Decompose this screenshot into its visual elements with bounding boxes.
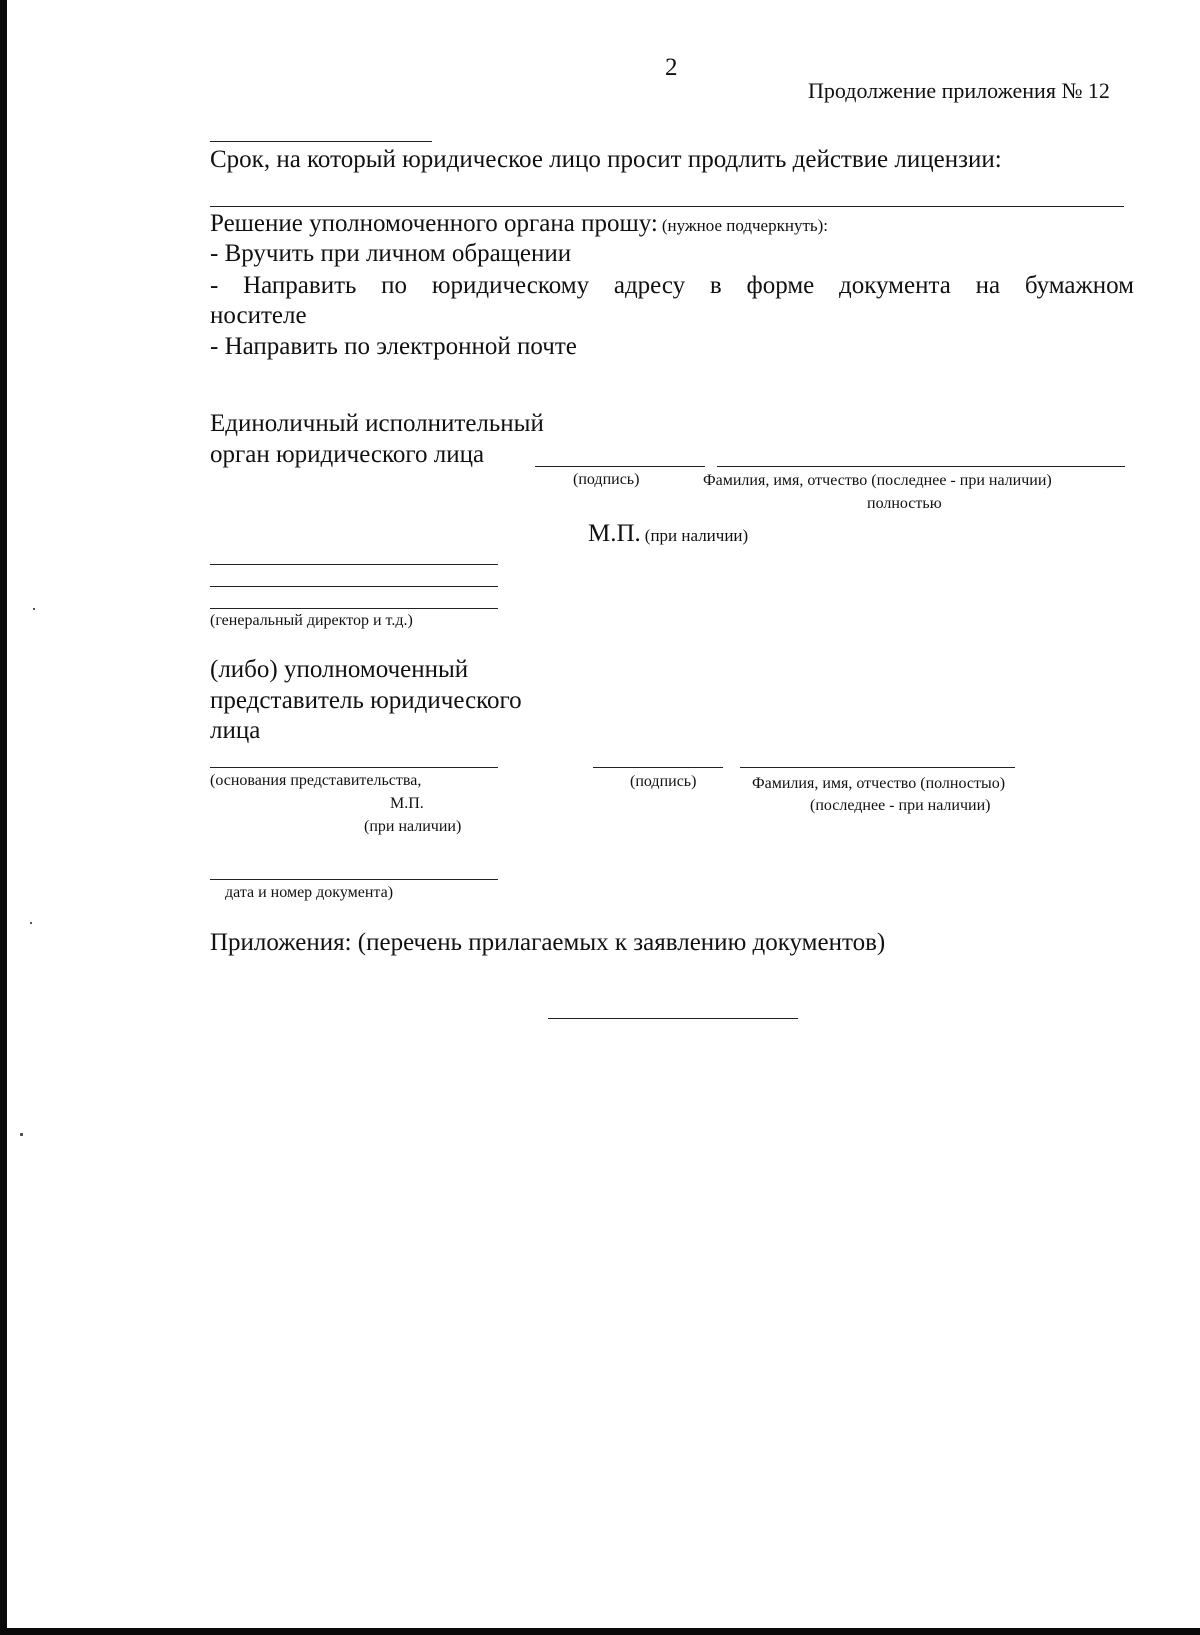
closing-rule <box>548 1018 798 1019</box>
decision-heading-row <box>210 210 828 238</box>
scan-bottom-border <box>0 1628 1200 1635</box>
document-line[interactable] <box>210 879 498 880</box>
scan-left-border <box>0 0 7 1635</box>
representative-label-3: лица <box>210 717 261 744</box>
term-top-rule <box>210 141 432 142</box>
term-input-line[interactable] <box>210 206 1124 207</box>
representative-name-caption-2: (последнее - при наличии) <box>810 797 991 814</box>
scan-speck <box>33 608 35 610</box>
attachments-label: Приложения: (перечень прилагаемых к заявлению документов) <box>210 929 886 956</box>
scan-speck <box>30 922 32 924</box>
representative-signature-caption: (подпись) <box>630 773 697 790</box>
executive-label-1: Единоличный исполнительный <box>210 410 544 437</box>
executive-signature-caption: (подпись) <box>573 471 640 488</box>
page-number: 2 <box>665 54 678 81</box>
executive-name-caption: Фамилия, имя, отчество (последнее - при наличии) <box>703 472 1052 489</box>
representative-signature-line[interactable] <box>593 767 723 768</box>
decision-option-email[interactable]: - Направить по электронной почте <box>210 333 577 360</box>
representative-name-caption: Фамилия, имя, отчество (полностыо) <box>752 775 1006 792</box>
representative-name-line[interactable] <box>740 767 1015 768</box>
decision-option-paper-cont: носителе <box>210 302 307 329</box>
continuation-note: Продолжение приложения № 12 <box>808 78 1110 103</box>
basis-stamp-note: (при наличии) <box>364 818 462 835</box>
executive-label-2: орган юридического лица <box>210 441 485 468</box>
position-line-2[interactable] <box>210 586 498 587</box>
representative-label-1: (либо) уполномоченный <box>210 656 469 683</box>
executive-signature-line[interactable] <box>535 466 705 467</box>
basis-line[interactable] <box>210 767 498 768</box>
basis-caption: (основания представительства, <box>210 772 422 789</box>
decision-option-personal[interactable]: - Вручить при личном обращении <box>210 240 572 267</box>
executive-stamp-note: (при наличии) <box>644 526 749 545</box>
executive-name-line[interactable] <box>717 466 1125 467</box>
scan-speck <box>20 1133 23 1136</box>
executive-stamp-row <box>588 520 748 548</box>
basis-stamp: М.П. <box>390 795 424 812</box>
position-caption: (генеральный директор и т.д.) <box>210 612 413 629</box>
decision-heading-note: (нужное подчеркнуть): <box>661 216 829 235</box>
decision-option-paper[interactable]: - Направить по юридическому адресу в форме документа на бумажном <box>210 272 1134 299</box>
decision-heading: Решение уполномоченного органа прошу: <box>210 210 658 237</box>
representative-label-2: представитель юридического <box>210 687 522 714</box>
document-caption: дата и номер документа) <box>225 884 394 901</box>
term-label: Срок, на который юридическое лицо просит продлить действие лицензии: <box>210 146 1002 173</box>
executive-stamp: М.П. <box>588 520 641 547</box>
position-line-1[interactable] <box>210 564 498 565</box>
position-line-3[interactable] <box>210 608 498 609</box>
executive-name-caption-2: полностью <box>867 495 942 512</box>
